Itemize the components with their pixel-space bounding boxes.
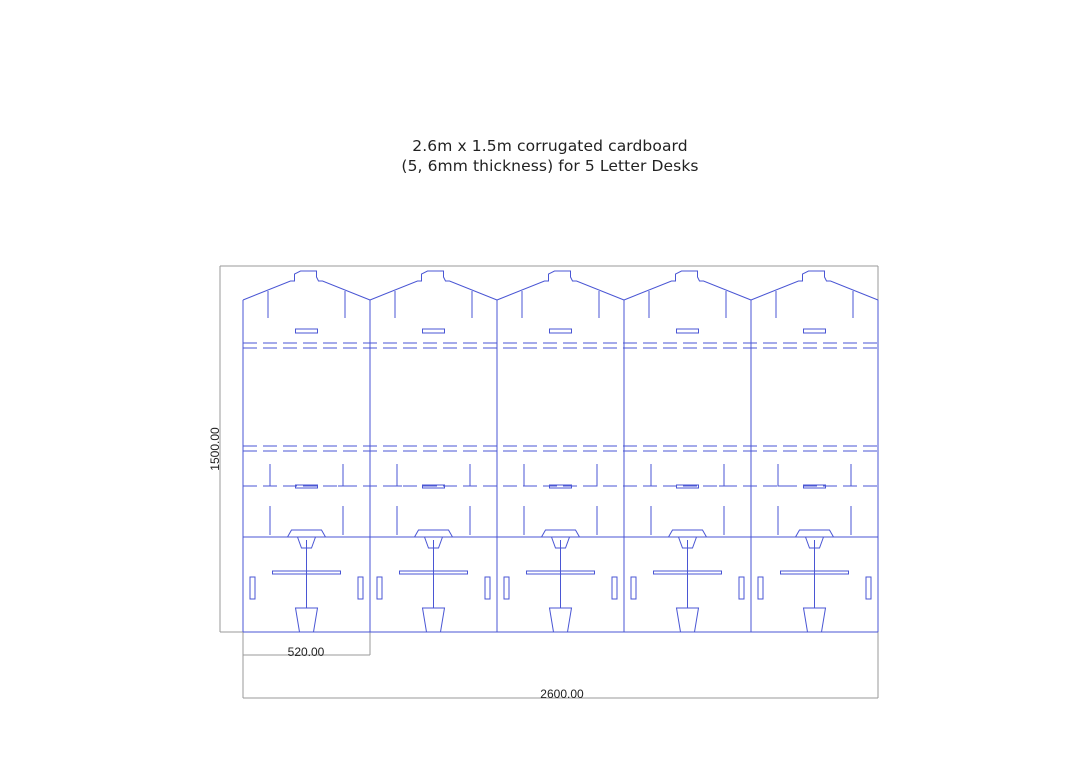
total-width-dimension-label: 2600.00 [540,687,584,701]
base-foot [677,608,699,632]
side-slot-right [612,577,617,599]
side-slot-right [358,577,363,599]
roof-tab-outline [370,271,497,300]
desk-panels [243,271,878,632]
side-slot-left [758,577,763,599]
letter-slot-top [296,329,318,333]
bridge-tab [796,530,834,537]
shelf-slot-right [465,464,470,486]
roof-tab-outline [243,271,370,300]
letter-slot-top [804,329,826,333]
side-slot-left [250,577,255,599]
roof-tab-outline [497,271,624,300]
shelf-slot-left [270,464,275,486]
title-line-1: 2.6m x 1.5m corrugated cardboard [412,137,688,155]
shelf-slot-left [651,464,656,486]
letter-slot-top [550,329,572,333]
letter-slot-top [423,329,445,333]
letter-slot-top [677,329,699,333]
shelf-slot-right [719,464,724,486]
roof-tab-outline [751,271,878,300]
base-foot [804,608,826,632]
bridge-tab [288,530,326,537]
title-line-2: (5, 6mm thickness) for 5 Letter Desks [401,157,699,175]
bridge-tab [542,530,580,537]
bridge-tab [669,530,707,537]
base-foot [423,608,445,632]
side-slot-left [631,577,636,599]
shelf-slot-left [524,464,529,486]
side-slot-right [739,577,744,599]
shelf-slot-left [397,464,402,486]
side-slot-right [485,577,490,599]
bridge-tab [415,530,453,537]
side-slot-left [377,577,382,599]
shelf-slot-right [338,464,343,486]
shelf-slot-right [592,464,597,486]
roof-tab-outline [624,271,751,300]
base-foot [296,608,318,632]
base-foot [550,608,572,632]
shelf-slot-right [846,464,851,486]
side-slot-left [504,577,509,599]
height-dimension-label: 1500.00 [208,427,222,471]
panel-width-dimension-label: 520.00 [287,645,325,659]
side-slot-right [866,577,871,599]
shelf-slot-left [778,464,783,486]
